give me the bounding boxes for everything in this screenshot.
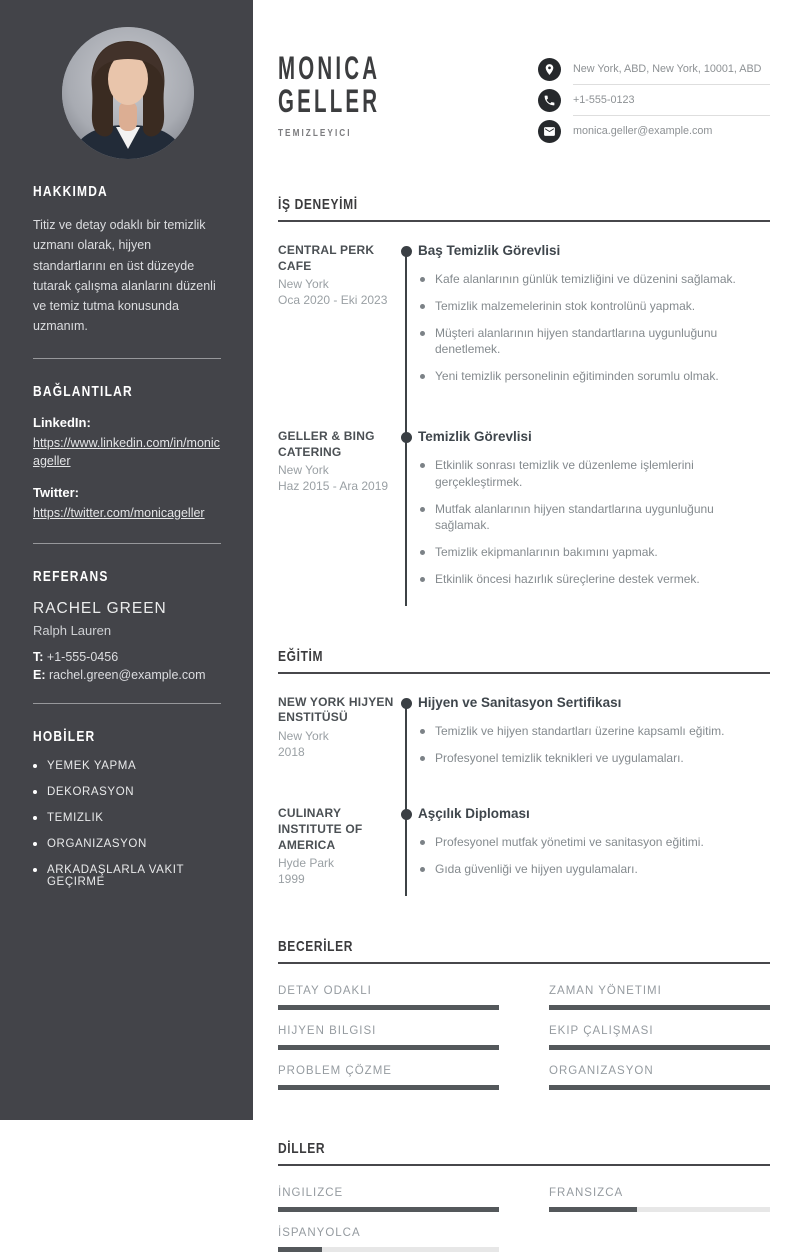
sidebar-section-about xyxy=(33,183,223,337)
main-content xyxy=(253,0,794,1239)
sidebar-divider xyxy=(33,358,221,359)
experience-entry xyxy=(278,243,770,395)
skill-bar xyxy=(549,1085,770,1090)
reference-email-label: E: xyxy=(33,667,46,682)
sidebar-section-reference xyxy=(33,568,223,682)
language-bar-fill xyxy=(278,1247,322,1252)
languages-heading: DİLLER xyxy=(278,1140,770,1166)
reference-phone-label: T: xyxy=(33,649,44,664)
experience-entry-info xyxy=(278,243,394,395)
education-section xyxy=(278,648,770,888)
company-location: New York xyxy=(278,277,329,292)
sidebar-divider xyxy=(33,543,221,544)
skill-label: ZAMAN YÖNETIMI xyxy=(549,984,662,997)
about-heading: HAKKIMDA xyxy=(33,183,108,200)
sidebar-section-hobbies xyxy=(33,728,223,888)
language-bar xyxy=(278,1207,499,1212)
skill-label: HIJYEN BILGISI xyxy=(278,1024,377,1037)
employment-dates: Haz 2015 - Ara 2019 xyxy=(278,479,389,494)
degree-detail-item: Profesyonel temizlik teknikleri ve uygulamaları. xyxy=(418,750,770,767)
school-name: NEW YORK HIJYEN ENSTITÜSÜ xyxy=(278,694,394,725)
header xyxy=(278,52,770,146)
experience-section xyxy=(278,196,770,598)
duty-list xyxy=(418,457,770,588)
education-entry xyxy=(278,695,770,777)
skill-bar-fill xyxy=(549,1045,770,1050)
experience-entry-info xyxy=(278,429,394,598)
name-block xyxy=(278,52,438,139)
duty-item: Etkinlik sonrası temizlik ve düzenleme işlemlerini gerçekleştirmek. xyxy=(418,457,770,491)
reference-phone xyxy=(33,650,223,664)
reference-email xyxy=(33,668,223,682)
skill-item xyxy=(278,1065,499,1090)
sidebar-divider xyxy=(33,703,221,704)
reference-heading: REFERANS xyxy=(33,567,109,585)
graduation-year: 2018 xyxy=(278,745,305,760)
experience-entries xyxy=(278,243,770,598)
degree-detail-item: Temizlik ve hijyen standartları üzerine kapsamlı eğitim. xyxy=(418,723,770,740)
company-location: New York xyxy=(278,463,329,478)
school-location: Hyde Park xyxy=(278,856,335,871)
twitter-label: Twitter: xyxy=(33,484,79,500)
company-name: GELLER & BING CATERING xyxy=(278,428,375,459)
skill-item xyxy=(278,1025,499,1050)
education-entry-content xyxy=(418,806,770,888)
reference-name: RACHEL GREEN xyxy=(33,599,167,617)
contact-address: New York, ABD, New York, 10001, ABD xyxy=(573,54,770,85)
skill-bar-fill xyxy=(278,1045,499,1050)
skill-item xyxy=(549,1065,770,1090)
timeline-marker xyxy=(394,806,418,888)
skill-item xyxy=(549,1025,770,1050)
linkedin-url[interactable]: https://www.linkedin.com/in/monicageller xyxy=(33,435,220,468)
timeline-marker xyxy=(394,695,418,777)
timeline-marker xyxy=(394,243,418,395)
duty-item: Etkinlik öncesi hazırlık süreçlerine destek vermek. xyxy=(418,571,770,588)
education-entries xyxy=(278,695,770,888)
twitter-url[interactable]: https://twitter.com/monicageller xyxy=(33,505,205,520)
experience-entry-content xyxy=(418,243,770,395)
degree-detail-list xyxy=(418,834,770,878)
contact-row-address xyxy=(538,54,770,85)
skill-label: EKIP ÇALIŞMASI xyxy=(549,1024,654,1037)
language-item xyxy=(549,1187,770,1212)
skills-grid xyxy=(278,985,770,1090)
contact-email: monica.geller@example.com xyxy=(573,125,713,137)
link-item-linkedin xyxy=(33,415,223,470)
links-heading: BAĞLANTILAR xyxy=(33,382,133,400)
duty-item: Temizlik malzemelerinin stok kontrolünü yapmak. xyxy=(418,298,770,315)
skill-bar-fill xyxy=(278,1005,499,1010)
education-heading: EĞİTİM xyxy=(278,648,770,674)
degree-title: Hijyen ve Sanitasyon Sertifikası xyxy=(418,694,622,710)
timeline-dot xyxy=(401,698,412,709)
experience-heading: İŞ DENEYİMİ xyxy=(278,196,770,222)
education-entry-content xyxy=(418,695,770,777)
skill-bar-fill xyxy=(278,1085,499,1090)
contact-phone: +1-555-0123 xyxy=(573,85,770,116)
avatar xyxy=(62,27,194,159)
degree-title: Aşçılık Diploması xyxy=(418,806,530,822)
skill-label: ORGANIZASYON xyxy=(549,1064,654,1077)
hobby-list xyxy=(33,760,223,888)
hobby-item: TEMIZLIK xyxy=(33,812,223,824)
position-title: Temizlik Görevlisi xyxy=(418,428,532,444)
hobbies-heading: HOBİLER xyxy=(33,727,96,745)
contact-row-email xyxy=(538,116,770,146)
language-bar xyxy=(278,1247,499,1252)
contact-row-phone xyxy=(538,85,770,116)
language-bar xyxy=(549,1207,770,1212)
skill-bar-fill xyxy=(549,1005,770,1010)
last-name: GELLER xyxy=(278,83,381,120)
link-item-twitter xyxy=(33,485,223,522)
skills-heading: BECERİLER xyxy=(278,938,770,964)
location-icon xyxy=(538,58,561,81)
skill-bar xyxy=(549,1045,770,1050)
sidebar-section-links xyxy=(33,383,223,522)
linkedin-label: LinkedIn: xyxy=(33,414,91,430)
languages-grid xyxy=(278,1187,770,1252)
skill-item xyxy=(549,985,770,1010)
education-entry-info xyxy=(278,695,394,777)
degree-detail-item: Profesyonel mutfak yönetimi ve sanitasyon eğitimi. xyxy=(418,834,770,851)
school-location: New York xyxy=(278,728,329,743)
timeline-dot xyxy=(401,246,412,257)
language-item xyxy=(278,1227,499,1252)
language-item xyxy=(278,1187,499,1212)
languages-section xyxy=(278,1140,770,1252)
sidebar xyxy=(0,0,253,1120)
skill-label: PROBLEM ÇÖZME xyxy=(278,1064,392,1077)
duty-item: Kafe alanlarının günlük temizliğini ve düzenini sağlamak. xyxy=(418,271,770,288)
experience-entry-content xyxy=(418,429,770,598)
duty-item: Temizlik ekipmanlarının bakımını yapmak. xyxy=(418,544,770,561)
school-name: CULINARY INSTITUTE OF AMERICA xyxy=(278,806,363,852)
employment-dates: Oca 2020 - Eki 2023 xyxy=(278,293,388,308)
reference-company: Ralph Lauren xyxy=(33,622,112,638)
timeline-dot xyxy=(401,432,412,443)
skill-bar xyxy=(278,1045,499,1050)
skill-bar xyxy=(549,1005,770,1010)
hobby-item: ORGANIZASYON xyxy=(33,838,223,850)
duty-item: Yeni temizlik personelinin eğitiminden sorumlu olmak. xyxy=(418,368,770,385)
education-entry xyxy=(278,806,770,888)
reference-phone-value: +1-555-0456 xyxy=(46,649,119,664)
skill-bar xyxy=(278,1005,499,1010)
contact-block xyxy=(538,54,770,146)
language-bar-fill xyxy=(549,1207,637,1212)
hobby-item: DEKORASYON xyxy=(33,786,223,798)
skill-bar-fill xyxy=(549,1085,770,1090)
duty-item: Mutfak alanlarının hijyen standartlarına uygunluğunu sağlamak. xyxy=(418,501,770,535)
profile-photo xyxy=(62,27,194,159)
skill-bar xyxy=(278,1085,499,1090)
email-icon xyxy=(538,120,561,143)
timeline-marker xyxy=(394,429,418,598)
skill-item xyxy=(278,985,499,1010)
duty-list xyxy=(418,271,770,385)
position-title: Baş Temizlik Görevlisi xyxy=(418,243,561,258)
reference-email-value: rachel.green@example.com xyxy=(48,667,206,682)
timeline-dot xyxy=(401,809,412,820)
graduation-year: 1999 xyxy=(278,872,305,887)
duty-item: Müşteri alanlarının hijyen standartlarına uygunluğunu denetlemek. xyxy=(418,325,770,359)
education-entry-info xyxy=(278,806,394,888)
company-name: CENTRAL PERK CAFE xyxy=(278,243,375,273)
language-label: FRANSIZCA xyxy=(549,1186,624,1199)
language-label: İNGILIZCE xyxy=(278,1186,344,1199)
first-name: MONICA xyxy=(278,50,381,86)
degree-detail-list xyxy=(418,723,770,767)
skills-section xyxy=(278,938,770,1090)
language-bar-fill xyxy=(278,1207,499,1212)
hobby-item: ARKADAŞLARLA VAKIT GEÇIRME xyxy=(33,864,223,888)
degree-detail-item: Gıda güvenliği ve hijyen uygulamaları. xyxy=(418,861,770,878)
about-text: Titiz ve detay odaklı bir temizlik uzmanı olarak, hijyen standartlarını en üst düzeyde tutarak çalışma alanlarını düzenli ve temiz tutma konusunda uzmanım. xyxy=(33,218,216,334)
language-label: İSPANYOLCA xyxy=(278,1226,361,1239)
skill-label: DETAY ODAKLI xyxy=(278,984,372,997)
phone-icon xyxy=(538,89,561,112)
experience-entry xyxy=(278,429,770,598)
hobby-item: YEMEK YAPMA xyxy=(33,760,223,772)
job-title: TEMIZLEYICI xyxy=(278,127,352,139)
